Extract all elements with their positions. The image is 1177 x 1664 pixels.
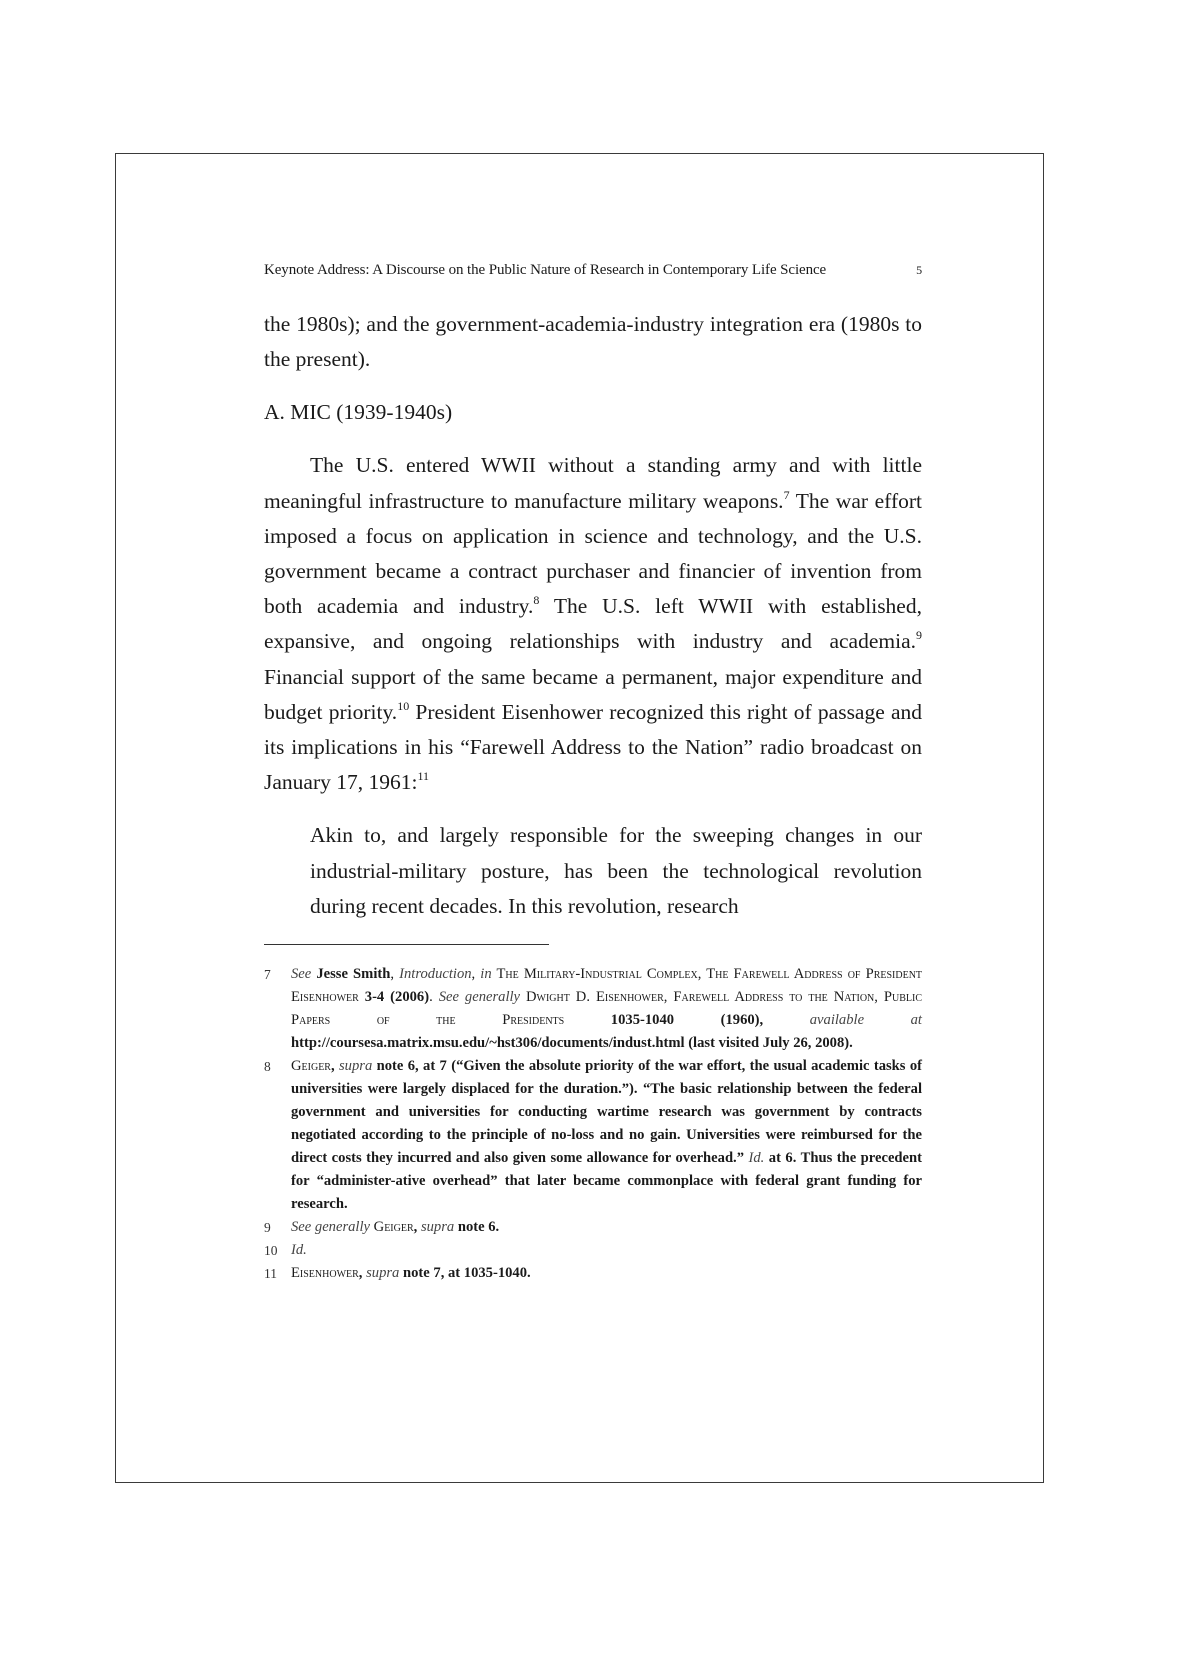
page-number: 5	[916, 263, 922, 277]
footnote-ref-8[interactable]: 8	[533, 593, 540, 608]
footnote-segment: Eisenhower	[291, 1265, 359, 1282]
section-heading: A. MIC (1939-1940s)	[264, 400, 453, 425]
footnote-segment: Geiger	[291, 1058, 331, 1075]
footnote-segment: note 6.	[454, 1219, 500, 1236]
footnote-ref-10[interactable]: 10	[397, 698, 410, 713]
footnote-segment: ,	[413, 1219, 421, 1236]
footnote-text	[291, 1239, 922, 1262]
footnote-segment: ,	[330, 1058, 339, 1075]
paragraph-mic	[264, 448, 922, 800]
sentence: The war effort imposed a focus on application in science and technology, and the U.S. government became a contract purchaser and financier of invention from both academia and industry.	[264, 488, 922, 619]
paragraph-continuation: the 1980s); and the government-academia-industry integration era (1980s to the present).	[264, 312, 922, 372]
footnote-11	[264, 1262, 922, 1285]
footnote-number: 8	[264, 1059, 271, 1075]
footnote-text	[291, 963, 922, 1055]
footnote-number: 11	[264, 1266, 277, 1282]
footnote-text	[291, 1216, 922, 1239]
footnote-number: 10	[264, 1243, 278, 1259]
footnote-ref-9[interactable]: 9	[916, 628, 922, 643]
footnote-7	[264, 963, 922, 1055]
footnote-number: 7	[264, 967, 271, 983]
footnote-segment: ,	[471, 966, 481, 983]
footnote-segment: .	[429, 989, 439, 1006]
block-quote: Akin to, and largely responsible for the sweeping changes in our industrial-military posture, has been the technological revolution during recent decades. In this revolution, research	[310, 823, 922, 918]
footnote-separator	[264, 944, 549, 945]
running-head	[264, 262, 922, 279]
footnote-segment: at 6. Thus the precedent for “administer-ative overhead” that later became commonplace with federal grant funding for research.	[291, 1150, 922, 1213]
footnote-segment: See	[291, 966, 312, 983]
footnote-text	[291, 1055, 922, 1216]
sentence: President Eisenhower recognized this right of passage and its implications in his “Farewell Address to the Nation” radio broadcast on January 17, 1961:	[264, 699, 923, 795]
footnote-segment: http://coursesa.matrix.msu.edu/~hst306/documents/indust.html (last visited July 26, 2008).	[291, 1035, 853, 1052]
footnote-segment: supra	[339, 1058, 373, 1075]
running-head-title: Keynote Address: A Discourse on the Public Nature of Research in Contemporary Life Science	[264, 262, 827, 278]
footnote-text	[291, 1262, 922, 1285]
footnote-segment: note 7, at 1035-1040.	[399, 1265, 531, 1282]
footnote-segment: ,	[390, 966, 400, 983]
footnote-segment: See generally	[291, 1219, 371, 1236]
footnote-number: 9	[264, 1220, 271, 1236]
footnote-10	[264, 1239, 922, 1262]
footnote-segment: supra	[420, 1219, 455, 1236]
footnote-segment: Dwight D. Eisenhower, Farewell Address to the Nation, Public Papers of the Presidents	[291, 989, 922, 1029]
footnote-segment: 3-4 (2006)	[364, 989, 430, 1006]
footnote-segment: supra	[366, 1265, 400, 1282]
footnote-segment: The Military-Industrial Complex, The Farewell Address of President Eisenhower	[291, 966, 923, 1006]
footnotes	[264, 963, 922, 1285]
footnote-segment: Introduction	[399, 966, 472, 983]
footnote-segment: See generally	[438, 989, 521, 1006]
document-page	[264, 262, 922, 1285]
footnote-segment: Id.	[291, 1242, 307, 1259]
sentence: The U.S. entered WWII without a standing army and with little meaningful infrastructure to manufacture military weapons.	[264, 453, 922, 513]
footnote-8	[264, 1055, 922, 1216]
footnote-segment: in	[480, 966, 492, 983]
footnote-ref-7[interactable]: 7	[783, 487, 790, 502]
footnote-9	[264, 1216, 922, 1239]
footnote-segment: Geiger	[370, 1219, 414, 1236]
footnote-ref-11[interactable]: 11	[417, 769, 430, 784]
sentence: The U.S. left WWII with established, expansive, and ongoing relationships with industry and academia.	[264, 594, 922, 654]
footnote-segment: ,	[358, 1265, 367, 1282]
sentence: Financial support of the same became a permanent, major expenditure and budget priority.	[264, 664, 922, 724]
footnote-segment: Id.	[748, 1150, 765, 1167]
footnote-segment: Jesse Smith	[311, 966, 391, 983]
footnote-segment: 1035-1040 (1960),	[610, 1012, 810, 1029]
footnote-segment: available at	[809, 1012, 922, 1029]
footnote-segment: note 6, at 7 (“Given the absolute priority of the war effort, the usual academic tasks of universities were largely displaced for the duration.”). “The basic relationship between the federal government and universities for conducting wartime research was government by contracts negotiated according to the principle of no-loss and no gain. Universities were reimbursed for the direct costs they incurred and also given some allowance for overhead.”	[291, 1058, 922, 1167]
